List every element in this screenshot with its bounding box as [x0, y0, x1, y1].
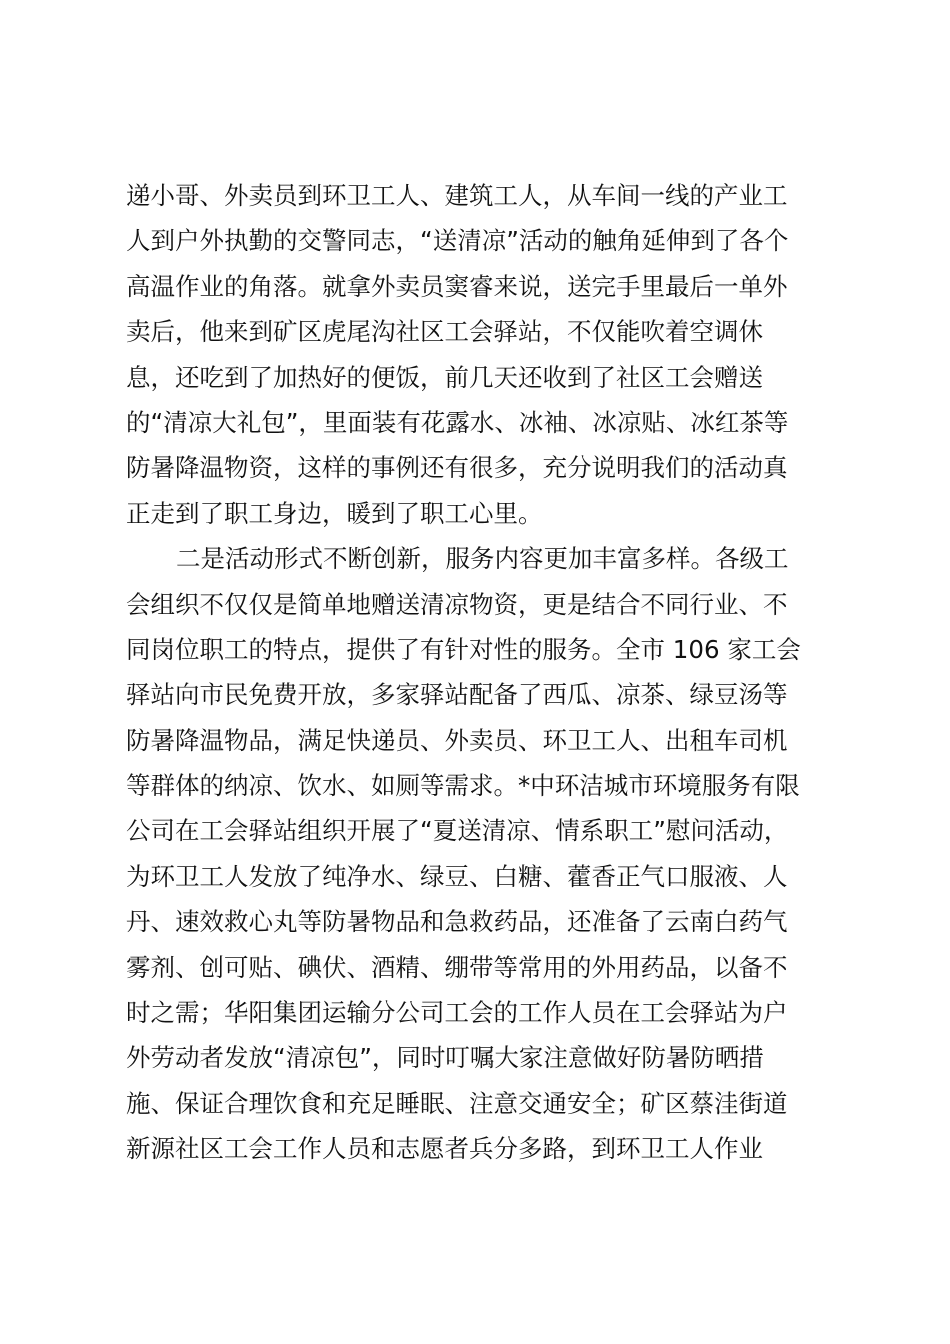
- text-line: 的“清凉大礼包”，里面装有花露水、冰袖、冰凉贴、冰红茶等: [126, 407, 789, 437]
- text-line: 时之需；华阳集团运输分公司工会的工作人员在工会驿站为户: [126, 998, 788, 1028]
- text-line: 丹、速效救心丸等防暑物品和急救药品，还准备了云南白药气: [126, 907, 788, 937]
- text-line: 为环卫工人发放了纯净水、绿豆、白糖、藿香正气口服液、人: [126, 861, 788, 891]
- text-line: 递小哥、外卖员到环卫工人、建筑工人，从车间一线的产业工: [126, 181, 788, 210]
- text-line: 雾剂、创可贴、碘伏、酒精、绷带等常用的外用药品，以备不: [126, 952, 788, 982]
- text-line: 新源社区工会工作人员和志愿者兵分多路，到环卫工人作业: [126, 1134, 763, 1164]
- text-line: 会组织不仅仅是简单地赠送清凉物资，更是结合不同行业、不: [126, 589, 788, 619]
- text-line: 防暑降温物资，这样的事例还有很多，充分说明我们的活动真: [126, 453, 788, 483]
- text-line: 公司在工会驿站组织开展了“夏送清凉、情系职工”慰问活动，: [126, 816, 789, 846]
- text-line: 等群体的纳凉、饮水、如厕等需求。*中环洁城市环境服务有限: [126, 771, 800, 801]
- text-line: 同岗位职工的特点，提供了有针对性的服务。全市 106 家工会: [126, 634, 801, 664]
- text-line: 高温作业的角落。就拿外卖员窦睿来说，送完手里最后一单外: [126, 271, 788, 301]
- text-line: 正走到了职工身边，暖到了职工心里。: [126, 498, 543, 528]
- text-line: 息，还吃到了加热好的便饭，前几天还收到了社区工会赠送: [126, 362, 763, 392]
- text-line: 施、保证合理饮食和充足睡眠、注意交通安全；矿区蔡洼街道: [126, 1088, 788, 1118]
- text-line: 外劳动者发放“清凉包”，同时叮嘱大家注意做好防暑防晒措: [126, 1043, 764, 1073]
- text-line: 防暑降温物品，满足快递员、外卖员、环卫工人、出租车司机: [126, 725, 788, 755]
- paragraph-first-line: 二是活动形式不断创新，服务内容更加丰富多样。各级工: [176, 544, 789, 574]
- body-text: [126, 173, 826, 1172]
- text-line: 人到户外执勤的交警同志，“送清凉”活动的触角延伸到了各个: [126, 226, 789, 256]
- text-line: 驿站向市民免费开放，多家驿站配备了西瓜、凉茶、绿豆汤等: [126, 680, 788, 710]
- text-line: 卖后，他来到矿区虎尾沟社区工会驿站，不仅能吹着空调休: [126, 317, 763, 347]
